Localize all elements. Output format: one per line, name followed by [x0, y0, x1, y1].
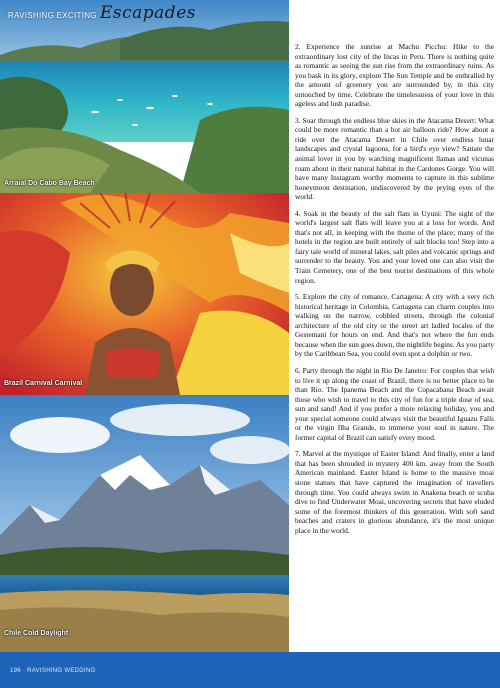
- paragraph-rio: 6. Party through the night in Rio De Janeiro: For couples that wish to live it up along the coast of Brazil, there is no better place to be than Rio. The Ipanema Beach and the Copacabana Beach await those who wish to travel to this city of fun for a triple dose of sea, sun and sand! And if you prefer a more relaxing holiday, you and your special someone could always visit the beautiful Iguazu Falls or the virgin Ilha Grande, to immerse your soul in nature. The former capital of Brazil can satisfy every mood.: [295, 365, 494, 442]
- footer-page-label: 196 · RAVISHING WEDDING: [10, 668, 96, 674]
- paragraph-easter-island: 7. Marvel at the mystique of Easter Island: And finally, enter a land that has been shrouded in mystery 400 km. away from the South American mainland. Easter Island is home to the massive moai stone statues that have captured the imagination of travellers through time. You could always swim in Anakena beach or scuba dive to find Underwater Moai, uncovering secrets that have eluded some of the foremost thinkers of this generation. With soft sand beaches and craters in glorious abundance, it's the most unique place in the world.: [295, 449, 494, 535]
- paragraph-atacama: 3. Soar through the endless blue skies in the Atacama Desert: What could be more romantic than a hot air balloon ride? How about a ride over the Atacama Desert in Chile over endless lunar landscapes and crystal lagoons, for a bird's eye view? Satiate the animal lover in you by watching magnificent llamas and vicunas roam about in their natural habitat in the Cardones Gorge. You will have many Instagram worthy moments to capture in this sublime honeymoon destination, undiscovered by the prying eyes of the world.: [295, 115, 494, 202]
- paragraph-machu-picchu: 2. Experience the sunrise at Machu Picchu: Hike to the extraordinary lost city of the Incas in Peru. There is nothing quite as romantic as seeing the sun rise from the extraordinary ruins. As you bask in its glory, explore The Sun Temple and be enthralled by the amount of greenery you are surrounded by, in this city untouched by time. Celebrate the timelessness of your love in this ageless and lush paradise.: [295, 42, 494, 109]
- paragraph-uyuni: 4. Soak in the beauty of the salt flats in Uyuni: The sight of the world's largest salt flats will leave you at a loss for words. And that's not all, in keeping with the theme of the place; many of the hotels in the region are built entirely of salt blocks too! Step into a fairy tale world of mineral lakes, salt piles and volcanic springs and surrender to the beauty. You and your loved one can also visit the Train Cemetery, one of the best tourist destinations of this whole region.: [295, 208, 494, 285]
- paragraph-cartagena: 5. Explore the city of romance, Cartagena: A city with a very rich historical heritage in Colombia, Cartagena can charm couples into walking on the narrow, cobbled streets, through the colonial architecture of the old city or the street art ladled locales of the Gestemani for hours on end. And that's not where the fun ends because when the sun goes down, the nightlife begins. As you party by the Caribbean Sea, you could even spot a dolphin or two.: [295, 292, 494, 359]
- bay-beach-photo: [0, 0, 289, 193]
- article-text: [295, 42, 494, 542]
- mountain-photo: [0, 395, 289, 652]
- photo-caption-carnival: Brazil Carnival Carnival: [4, 380, 83, 387]
- footer-band: [0, 652, 500, 688]
- photo-caption-bay: Arraial Do Cabo Bay Beach: [4, 180, 95, 187]
- header-title: RAVISHING EXCITING: [8, 11, 97, 20]
- carnival-photo: [0, 193, 289, 395]
- header-script-title: Escapades: [100, 3, 196, 23]
- photo-caption-mountain: Chile Cold Daylight: [4, 630, 69, 637]
